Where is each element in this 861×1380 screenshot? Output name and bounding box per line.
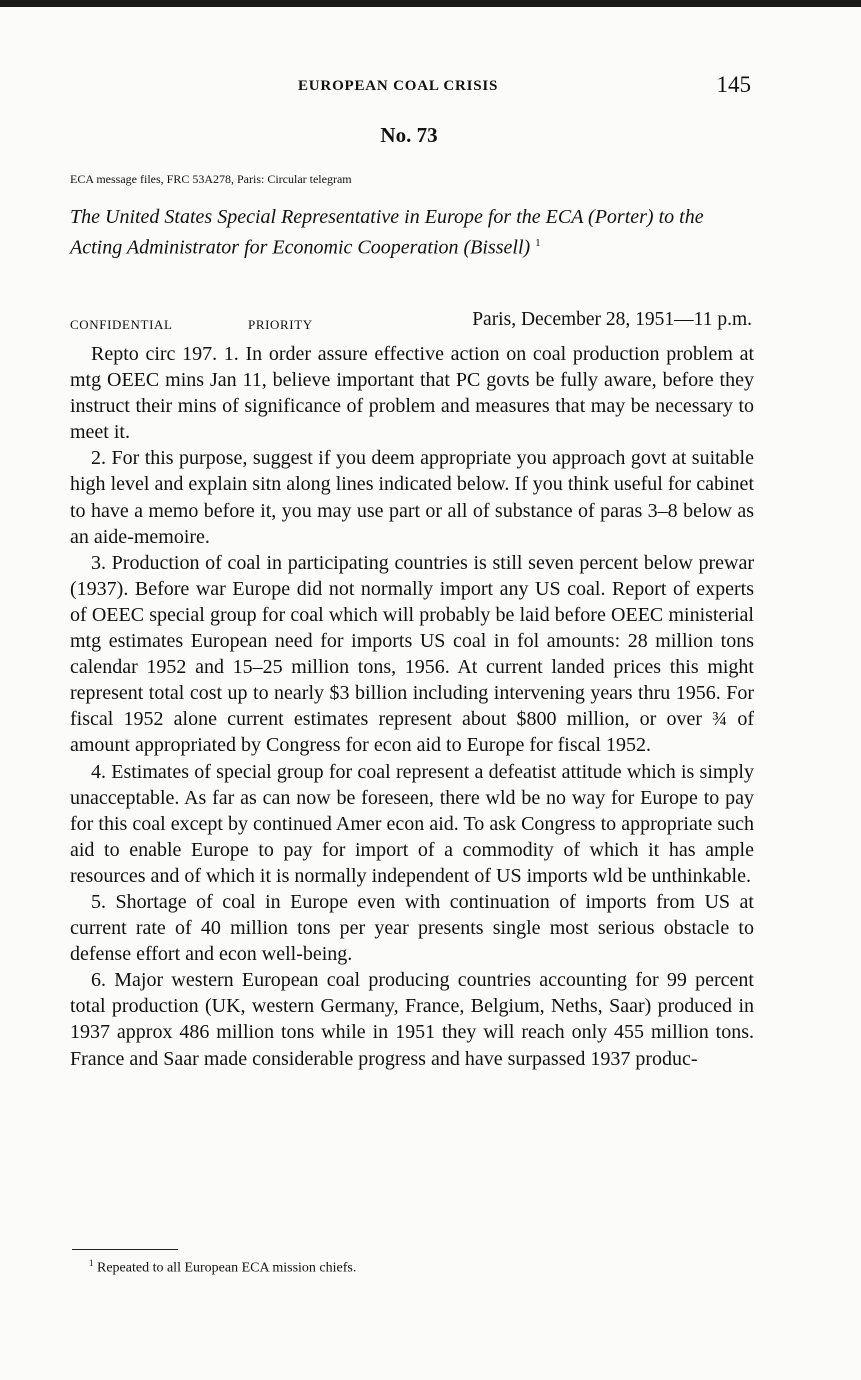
telegram-body: [70, 341, 754, 1072]
paragraph: 5. Shortage of coal in Europe even with continuation of imports from US at current rate of 40 million tons per year presents single most serious obstacle to defense effort and econ well-being.: [70, 890, 754, 966]
paragraph: Repto circ 197. 1. In order assure effective action on coal production problem at mtg OEEC mins Jan 11, believe important that PC govts be fully aware, before they instruct their mins of significance of problem and measures that may be necessary to meet it.: [70, 343, 754, 444]
paragraph: 3. Production of coal in participating countries is still seven percent below prewar (1937). Before war Europe did not normally import any US coal. Report of experts of OEEC special group for coal which will probably be laid before OEEC ministerial mtg estimates European need for imports US coal in fol amounts: 28 million tons calendar 1952 and 15–25 million tons, 1956. At current landed prices this might represent total cost up to nearly $3 billion including intervening years thru 1956. For fiscal 1952 alone current estimates represent about $800 million, or over ¾ of amount appropriated by Congress for econ aid to Europe for fiscal 1952.: [70, 551, 754, 757]
footnote-divider: [72, 1249, 178, 1250]
running-head: EUROPEAN COAL CRISIS: [298, 78, 499, 94]
footnote-text: Repeated to all European ECA mission chiefs.: [97, 1260, 357, 1276]
place-date: Paris, December 28, 1951—11 p.m.: [472, 309, 752, 330]
document-number: No. 73: [380, 123, 438, 147]
document-heading: [70, 204, 760, 261]
classification-line: [70, 309, 752, 337]
heading-text: The United States Special Representative in Europe for the ECA (Porter) to the Acting Administrator for Economic Cooperation (Bissell): [70, 206, 704, 259]
classification: CONFIDENTIAL: [70, 317, 173, 332]
page-number: 145: [716, 72, 751, 97]
source-note: ECA message files, FRC 53A278, Paris: Circular telegram: [70, 172, 352, 186]
footnote: [89, 1258, 356, 1277]
paragraph: 2. For this purpose, suggest if you deem appropriate you approach govt at suitable high level and explain sitn along lines indicated below. If you think useful for cabinet to have a memo before it, you may use part or all of substance of paras 3–8 below as an aide-memoire.: [70, 447, 754, 548]
paragraph: 4. Estimates of special group for coal represent a defeatist attitude which is simply unacceptable. As far as can now be foreseen, there wld be no way for Europe to pay for this coal except by continued Amer econ aid. To ask Congress to appropriate such aid to enable Europe to pay for import of a commodity of which it has ample resources and of which it is normally independent of US imports wld be unthinkable.: [70, 760, 754, 887]
paragraph: 6. Major western European coal producing countries accounting for 99 percent total production (UK, western Germany, France, Belgium, Neths, Saar) produced in 1937 approx 486 million tons while in 1951 they will reach only 455 million tons. France and Saar made considerable progress and have surpassed 1937 produc-: [70, 969, 754, 1070]
heading-footnote-ref: 1: [535, 237, 541, 249]
priority: PRIORITY: [248, 317, 313, 332]
footnote-marker: 1: [89, 1258, 94, 1268]
